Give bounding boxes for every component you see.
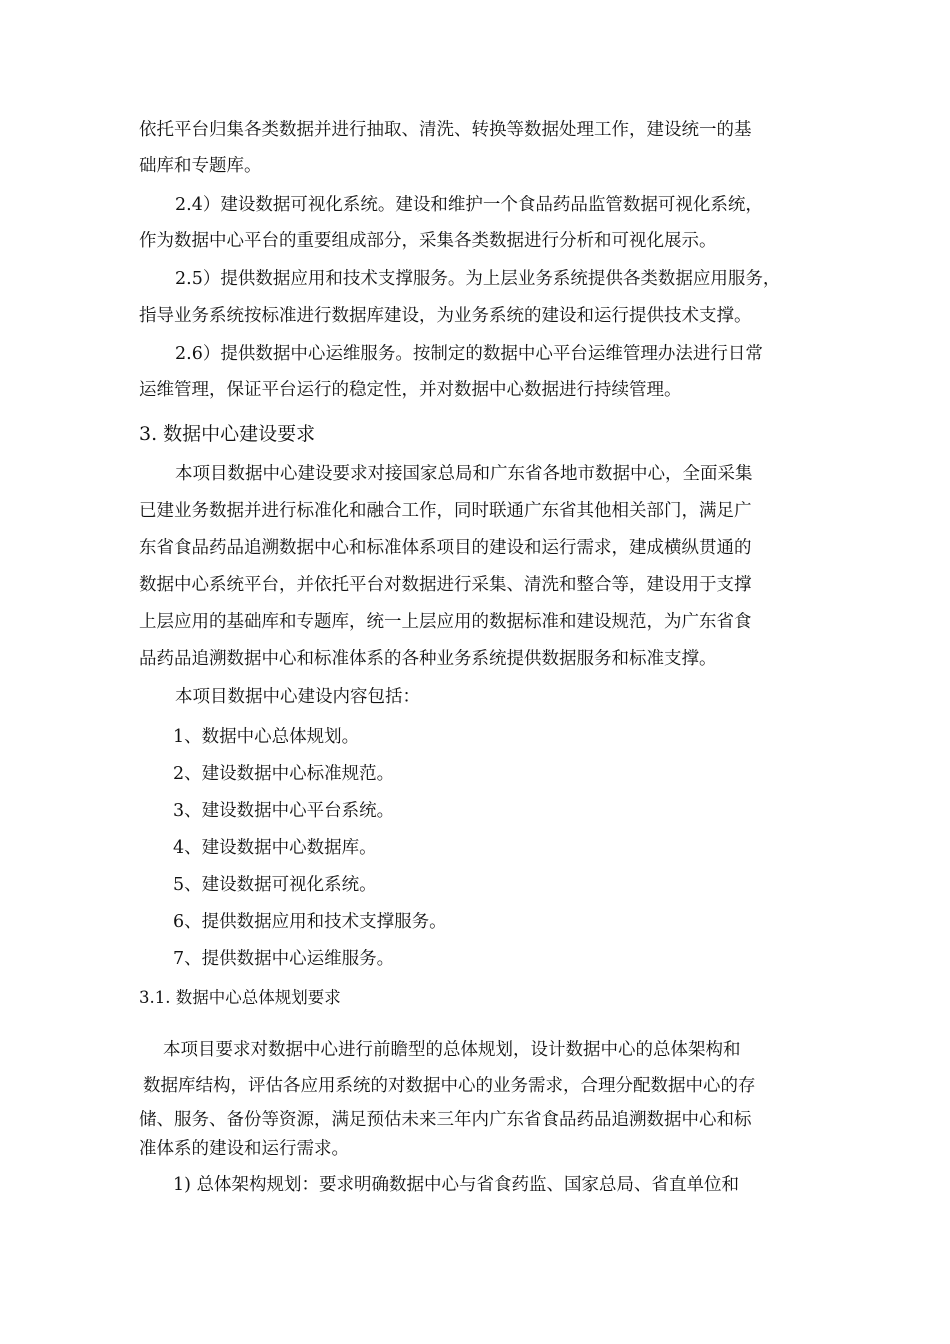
list-item: 1、数据中心总体规划。 (173, 727, 360, 747)
body-text-line: 依托平台归集各类数据并进行抽取、清洗、转换等数据处理工作，建设统一的基 (139, 120, 752, 140)
body-text-line: 作为数据中心平台的重要组成部分，采集各类数据进行分析和可视化展示。 (139, 231, 717, 251)
body-text-line: 运维管理，保证平台运行的稳定性，并对数据中心数据进行持续管理。 (139, 380, 682, 400)
section-heading-3: 3. 数据中心建设要求 (139, 423, 316, 445)
list-item: 6、提供数据应用和技术支撑服务。 (173, 912, 447, 932)
paragraph-line: 储、服务、备份等资源，满足预估未来三年内广东省食品药品追溯数据中心和标 (139, 1110, 752, 1130)
paragraph-line: 东省食品药品追溯数据中心和标准体系项目的建设和运行需求，建成横纵贯通的 (139, 538, 752, 558)
paragraph-line: 本项目数据中心建设要求对接国家总局和广东省各地市数据中心，全面采集 (175, 464, 753, 484)
body-text-line: 础库和专题库。 (139, 156, 262, 176)
paragraph-line: 数据中心系统平台，并依托平台对数据进行采集、清洗和整合等，建设用于支撑 (139, 575, 752, 595)
body-text-line: 指导业务系统按标准进行数据库建设，为业务系统的建设和运行提供技术支撑。 (139, 306, 752, 326)
subsection-heading-3-1: 3.1. 数据中心总体规划要求 (139, 988, 341, 1007)
paragraph-line: 准体系的建设和运行需求。 (139, 1139, 349, 1159)
list-item: 3、建设数据中心平台系统。 (173, 801, 395, 821)
list-item: 2、建设数据中心标准规范。 (173, 764, 395, 784)
paragraph-line: 品药品追溯数据中心和标准体系的各种业务系统提供数据服务和标准支撑。 (139, 649, 717, 669)
list-item: 4、建设数据中心数据库。 (173, 838, 377, 858)
paragraph-line: 本项目要求对数据中心进行前瞻型的总体规划，设计数据中心的总体架构和 (163, 1040, 741, 1060)
list-item: 5、建设数据可视化系统。 (173, 875, 377, 895)
list-item-2-4: 2.4）建设数据可视化系统。建设和维护一个食品药品监管数据可视化系统， (175, 195, 763, 215)
list-item-2-6: 2.6）提供数据中心运维服务。按制定的数据中心平台运维管理办法进行日常 (175, 344, 763, 364)
list-intro: 本项目数据中心建设内容包括： (175, 687, 420, 707)
paragraph-line: 上层应用的基础库和专题库，统一上层应用的数据标准和建设规范，为广东省食 (139, 612, 752, 632)
paragraph-line: 数据库结构，评估各应用系统的对数据中心的业务需求，合理分配数据中心的存 (143, 1076, 756, 1096)
paragraph-line: 已建业务数据并进行标准化和融合工作，同时联通广东省其他相关部门，满足广 (139, 501, 752, 521)
numbered-item-1: 1) 总体架构规划：要求明确数据中心与省食药监、国家总局、省直单位和 (173, 1175, 740, 1195)
list-item: 7、提供数据中心运维服务。 (173, 949, 395, 969)
list-item-2-5: 2.5）提供数据应用和技术支撑服务。为上层业务系统提供各类数据应用服务， (175, 269, 781, 289)
